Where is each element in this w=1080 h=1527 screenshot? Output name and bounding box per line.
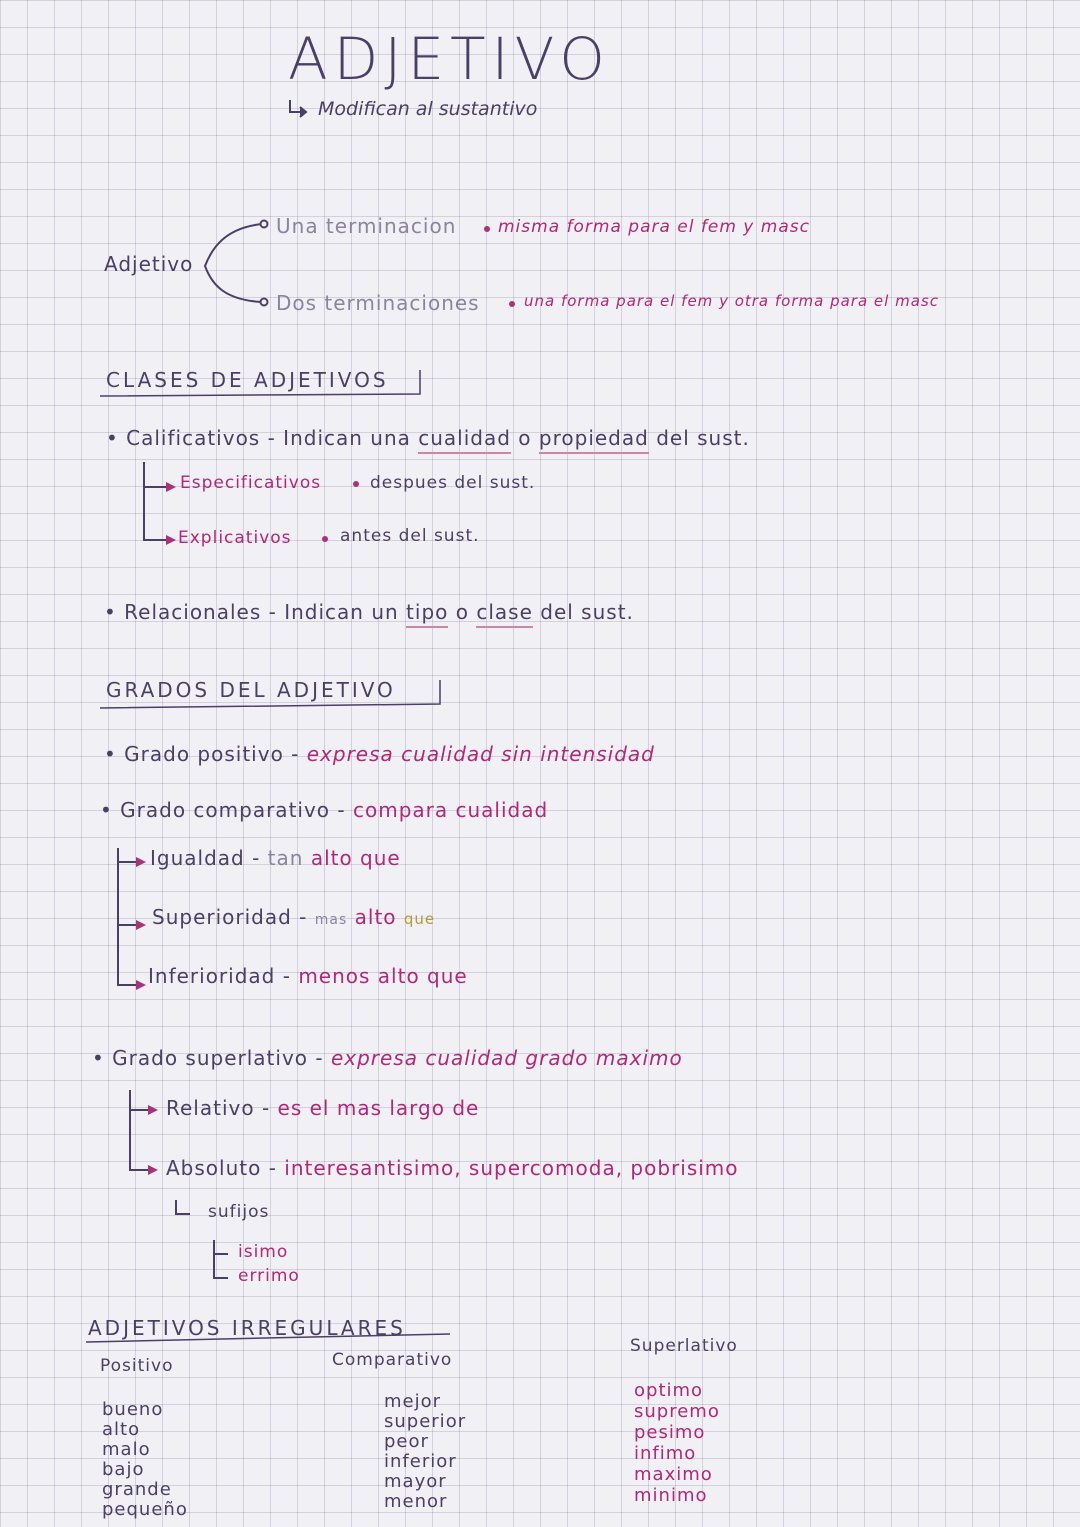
- dash: -: [308, 1046, 331, 1070]
- table-cell: alto: [102, 1419, 141, 1440]
- dash: -: [330, 798, 353, 822]
- relativo-row: [166, 1098, 479, 1118]
- explicativos-desc: antes del sust.: [340, 526, 480, 546]
- page-subtitle: Modifican al sustantivo: [318, 98, 538, 120]
- table-cell: bajo: [102, 1459, 145, 1480]
- table-cell: mayor: [384, 1471, 447, 1492]
- igualdad-name: Igualdad: [150, 846, 245, 870]
- dos-terminaciones-label: Dos terminaciones: [276, 291, 480, 315]
- dash: -: [275, 964, 299, 988]
- sufijos-label: sufijos: [208, 1202, 270, 1222]
- superioridad-desc-b: alto: [354, 905, 397, 929]
- dash: -: [283, 742, 307, 766]
- relacionales-tipo: tipo: [406, 600, 448, 628]
- grado-superlativo-desc: expresa cualidad grado maximo: [330, 1046, 683, 1070]
- superioridad-name: Superioridad: [152, 905, 292, 929]
- dash: -: [244, 846, 268, 870]
- table-cell: infimo: [634, 1443, 697, 1464]
- table-cell: pesimo: [634, 1422, 706, 1443]
- dash: -: [261, 1156, 285, 1180]
- clases-heading: CLASES DE ADJETIVOS: [106, 368, 389, 392]
- table-cell: minimo: [634, 1485, 708, 1506]
- relacionales-desc-a: Indican un: [284, 600, 399, 624]
- superioridad-desc-a: mas: [314, 912, 348, 928]
- page-title: ADJETIVO: [288, 25, 611, 93]
- relacionales-desc-e: del sust.: [540, 600, 634, 624]
- superioridad-desc-c: que: [403, 910, 436, 928]
- grado-comparativo-name: Grado comparativo: [120, 798, 331, 822]
- igualdad-desc-b: alto que: [310, 846, 401, 870]
- explicativos-name: Explicativos: [178, 528, 292, 548]
- table-cell: pequeño: [102, 1499, 188, 1520]
- grados-heading: GRADOS DEL ADJETIVO: [106, 678, 396, 702]
- dash: -: [261, 600, 285, 624]
- inferioridad-desc: menos alto que: [298, 964, 468, 988]
- col-header-comparativo: Comparativo: [332, 1350, 453, 1370]
- absoluto-desc-c: pobrisimo: [630, 1156, 739, 1180]
- table-cell: supremo: [634, 1401, 720, 1422]
- igualdad-row: [150, 848, 401, 868]
- grado-positivo-row: [104, 744, 655, 764]
- dash: -: [260, 426, 284, 450]
- bullet-icon: •: [92, 1046, 113, 1070]
- especificativos-name: Especificativos: [180, 473, 322, 493]
- superioridad-row: [152, 907, 435, 927]
- grado-positivo-desc: expresa cualidad sin intensidad: [306, 742, 655, 766]
- absoluto-row: [166, 1158, 739, 1178]
- table-cell: superior: [384, 1411, 467, 1432]
- relacionales-o: o: [455, 600, 469, 624]
- bullet-icon: •: [100, 798, 121, 822]
- dos-terminaciones-desc: una forma para el fem y otra forma para el masc: [524, 292, 939, 310]
- relacionales-clase: clase: [476, 600, 533, 628]
- bullet-icon: •: [104, 742, 125, 766]
- calificativos-cualidad: cualidad: [418, 426, 511, 454]
- relacionales-row: [104, 602, 634, 622]
- absoluto-desc-a: interesantisimo,: [284, 1156, 462, 1180]
- una-terminacion-label: Una terminacion: [276, 214, 457, 238]
- relativo-desc: es el mas largo de: [277, 1096, 480, 1120]
- adjetivo-label: Adjetivo: [104, 252, 194, 276]
- absoluto-desc-b: supercomoda,: [468, 1156, 624, 1180]
- grado-superlativo-name: Grado superlativo: [112, 1046, 309, 1070]
- igualdad-desc-a: tan: [267, 846, 304, 870]
- calificativos-desc-e: del sust.: [656, 426, 750, 450]
- table-cell: optimo: [634, 1380, 704, 1401]
- table-cell: maximo: [634, 1464, 713, 1485]
- col-header-positivo: Positivo: [100, 1356, 174, 1376]
- table-cell: malo: [102, 1439, 151, 1460]
- calificativos-propiedad: propiedad: [539, 426, 649, 454]
- inferioridad-row: [148, 966, 468, 986]
- relativo-name: Relativo: [166, 1096, 255, 1120]
- grado-superlativo-row: [92, 1048, 683, 1068]
- una-terminacion-desc: misma forma para el fem y masc: [498, 217, 810, 237]
- table-cell: peor: [384, 1431, 429, 1452]
- bullet-icon: •: [104, 600, 125, 624]
- comparativo-column: [384, 1392, 466, 1512]
- table-cell: grande: [102, 1479, 172, 1500]
- dash: -: [254, 1096, 278, 1120]
- table-cell: menor: [384, 1491, 448, 1512]
- superlativo-column: [634, 1380, 720, 1506]
- sufijo-item: isimo: [238, 1242, 289, 1262]
- relacionales-name: Relacionales: [124, 600, 262, 624]
- table-cell: bueno: [102, 1399, 164, 1420]
- absoluto-name: Absoluto: [166, 1156, 262, 1180]
- sufijo-item: errimo: [238, 1266, 300, 1286]
- dash: -: [291, 905, 315, 929]
- calificativos-desc-a: Indican una: [283, 426, 411, 450]
- col-header-superlativo: Superlativo: [630, 1336, 738, 1356]
- grado-comparativo-desc: compara cualidad: [352, 798, 549, 822]
- table-cell: inferior: [384, 1451, 457, 1472]
- positivo-column: [102, 1400, 188, 1520]
- grado-comparativo-row: [100, 800, 548, 820]
- grado-positivo-name: Grado positivo: [124, 742, 284, 766]
- calificativos-name: Calificativos: [126, 426, 261, 450]
- especificativos-desc: despues del sust.: [370, 473, 536, 493]
- table-cell: mejor: [384, 1391, 442, 1412]
- inferioridad-name: Inferioridad: [148, 964, 276, 988]
- calificativos-row: [106, 428, 750, 448]
- calificativos-o: o: [518, 426, 532, 450]
- bullet-icon: •: [106, 426, 127, 450]
- irregulares-heading: ADJETIVOS IRREGULARES: [88, 1316, 406, 1340]
